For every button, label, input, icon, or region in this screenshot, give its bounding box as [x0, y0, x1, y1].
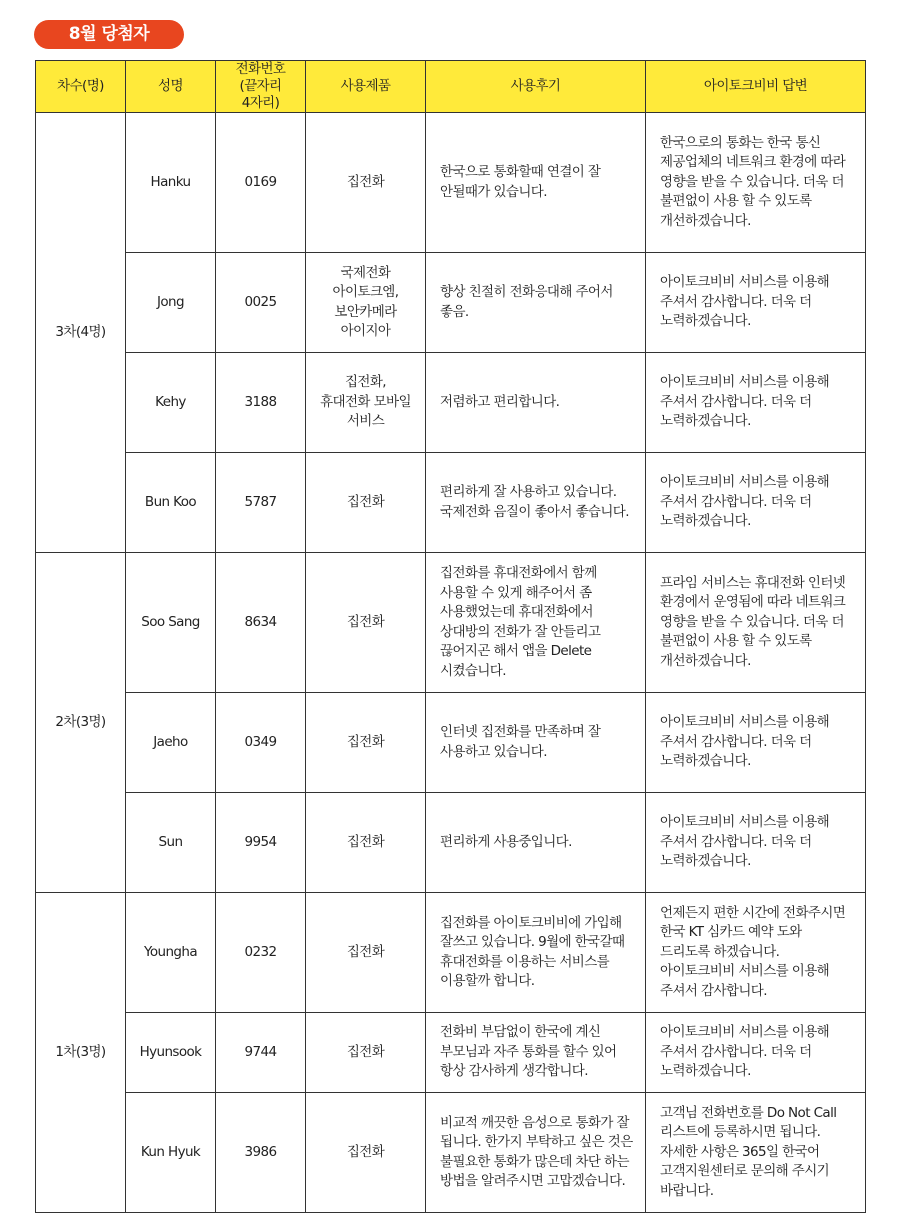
product-line: 집전화: [346, 1043, 385, 1060]
winners-month-badge: 8월 당첨자: [34, 20, 184, 49]
product-line: 집전화: [346, 613, 385, 630]
phone-cell: 5787: [216, 453, 306, 553]
header-answer: 아이토크비비 답변: [646, 61, 866, 113]
product-cell: [306, 453, 426, 553]
name-cell: Youngha: [126, 893, 216, 1013]
phone-cell: 0232: [216, 893, 306, 1013]
phone-cell: 3986: [216, 1093, 306, 1213]
answer-cell: 아이토크비비 서비스를 이용해 주셔서 감사합니다. 더욱 더 노력하겠습니다.: [646, 693, 866, 793]
review-cell: 한국으로 통화할때 연결이 잘 안될때가 있습니다.: [426, 113, 646, 253]
round-cell: 2차(3명): [36, 553, 126, 893]
answer-cell: 아이토크비비 서비스를 이용해 주셔서 감사합니다. 더욱 더 노력하겠습니다.: [646, 793, 866, 893]
phone-cell: 9954: [216, 793, 306, 893]
answer-cell: 한국으로의 통화는 한국 통신 제공업체의 네트워크 환경에 따라 영향을 받을 수 있습니다. 더욱 더 불편없이 사용 할 수 있도록 개선하겠습니다.: [646, 113, 866, 253]
name-cell: Kehy: [126, 353, 216, 453]
review-cell: 비교적 깨끗한 음성으로 통화가 잘 됩니다. 한가지 부탁하고 싶은 것은 불필요한 통화가 많은데 차단 하는 방법을 알려주시면 고맙겠습니다.: [426, 1093, 646, 1213]
name-cell: Hyunsook: [126, 1013, 216, 1093]
name-cell: Kun Hyuk: [126, 1093, 216, 1213]
name-cell: Sun: [126, 793, 216, 893]
product-cell: [306, 113, 426, 253]
table-row: [36, 453, 866, 553]
name-cell: Hanku: [126, 113, 216, 253]
product-line: 집전화: [346, 733, 385, 750]
phone-cell: 3188: [216, 353, 306, 453]
answer-cell: 아이토크비비 서비스를 이용해 주셔서 감사합니다. 더욱 더 노력하겠습니다.: [646, 353, 866, 453]
phone-cell: 0025: [216, 253, 306, 353]
product-line: 서비스: [346, 413, 385, 430]
table-body: [36, 113, 866, 1213]
review-cell: 전화비 부담없이 한국에 계신 부모님과 자주 통화를 할수 있어 항상 감사하게 생각합니다.: [426, 1013, 646, 1093]
review-cell: 편리하게 사용중입니다.: [426, 793, 646, 893]
header-name: 성명: [126, 61, 216, 113]
header-phone: [216, 61, 306, 113]
table-row: [36, 1093, 866, 1213]
table-row: [36, 1013, 866, 1093]
product-line: 아이지아: [340, 323, 391, 339]
table-row: [36, 793, 866, 893]
review-cell: 인터넷 집전화를 만족하며 잘 사용하고 있습니다.: [426, 693, 646, 793]
product-cell: [306, 893, 426, 1013]
product-line: 휴대전화 모바일: [320, 393, 411, 410]
product-line: 국제전화: [340, 264, 391, 281]
table-row: [36, 893, 866, 1013]
product-cell: [306, 1013, 426, 1093]
review-cell: 저렴하고 편리합니다.: [426, 353, 646, 453]
header-product: 사용제품: [306, 61, 426, 113]
product-cell: [306, 253, 426, 353]
product-line: 집전화: [346, 173, 385, 190]
phone-cell: 0349: [216, 693, 306, 793]
header-phone-line1: 전화번호: [235, 61, 286, 77]
review-cell: 편리하게 잘 사용하고 있습니다. 국제전화 음질이 좋아서 좋습니다.: [426, 453, 646, 553]
product-line: 집전화: [346, 493, 385, 510]
round-cell: 3차(4명): [36, 113, 126, 553]
answer-cell: 프라임 서비스는 휴대전화 인터넷 환경에서 운영됨에 따라 네트워크 영향을 받을 수 있습니다. 더욱 더 불편없이 사용 할 수 있도록 개선하겠습니다.: [646, 553, 866, 693]
product-line: 집전화: [346, 833, 385, 850]
product-line: 아이토크엠,: [332, 284, 399, 300]
name-cell: Jong: [126, 253, 216, 353]
name-cell: Bun Koo: [126, 453, 216, 553]
phone-cell: 0169: [216, 113, 306, 253]
product-cell: [306, 693, 426, 793]
answer-cell: 아이토크비비 서비스를 이용해 주셔서 감사합니다. 더욱 더 노력하겠습니다.: [646, 1013, 866, 1093]
product-cell: [306, 353, 426, 453]
header-review: 사용후기: [426, 61, 646, 113]
review-cell: 집전화를 휴대전화에서 함께 사용할 수 있게 해주어서 좀 사용했었는데 휴대전화에서 상대방의 전화가 잘 안들리고 끊어지곤 해서 앱을 Delete 시켰습니다.: [426, 553, 646, 693]
product-cell: [306, 553, 426, 693]
table-header: [36, 61, 866, 113]
product-cell: [306, 793, 426, 893]
table-row: [36, 253, 866, 353]
answer-cell: 고객님 전화번호를 Do Not Call 리스트에 등록하시면 됩니다. 자세한 사항은 365일 한국어 고객지원센터로 문의해 주시기 바랍니다.: [646, 1093, 866, 1213]
winners-table: [35, 60, 866, 1213]
product-line: 집전화,: [344, 374, 386, 391]
answer-cell: 아이토크비비 서비스를 이용해 주셔서 감사합니다. 더욱 더 노력하겠습니다.: [646, 253, 866, 353]
phone-cell: 8634: [216, 553, 306, 693]
round-cell: 1차(3명): [36, 893, 126, 1213]
answer-cell: 언제든지 편한 시간에 전화주시면 한국 KT 심카드 예약 도와 드리도록 하겠습니다. 아이토크비비 서비스를 이용해 주셔서 감사합니다.: [646, 893, 866, 1013]
header-phone-line2: (끝자리 4자리): [239, 78, 282, 111]
table-row: [36, 353, 866, 453]
table-row: [36, 113, 866, 253]
review-cell: 집전화를 아이토크비비에 가입해 잘쓰고 있습니다. 9월에 한국갈때 휴대전화를 이용하는 서비스를 이용할까 합니다.: [426, 893, 646, 1013]
name-cell: Soo Sang: [126, 553, 216, 693]
table-row: [36, 693, 866, 793]
name-cell: Jaeho: [126, 693, 216, 793]
product-line: 보안카메라: [334, 303, 397, 320]
answer-cell: 아이토크비비 서비스를 이용해 주셔서 감사합니다. 더욱 더 노력하겠습니다.: [646, 453, 866, 553]
product-cell: [306, 1093, 426, 1213]
header-round: 차수(명): [36, 61, 126, 113]
phone-cell: 9744: [216, 1013, 306, 1093]
table-row: [36, 553, 866, 693]
product-line: 집전화: [346, 943, 385, 960]
review-cell: 향상 친절히 전화응대해 주어서 좋음.: [426, 253, 646, 353]
product-line: 집전화: [346, 1143, 385, 1160]
